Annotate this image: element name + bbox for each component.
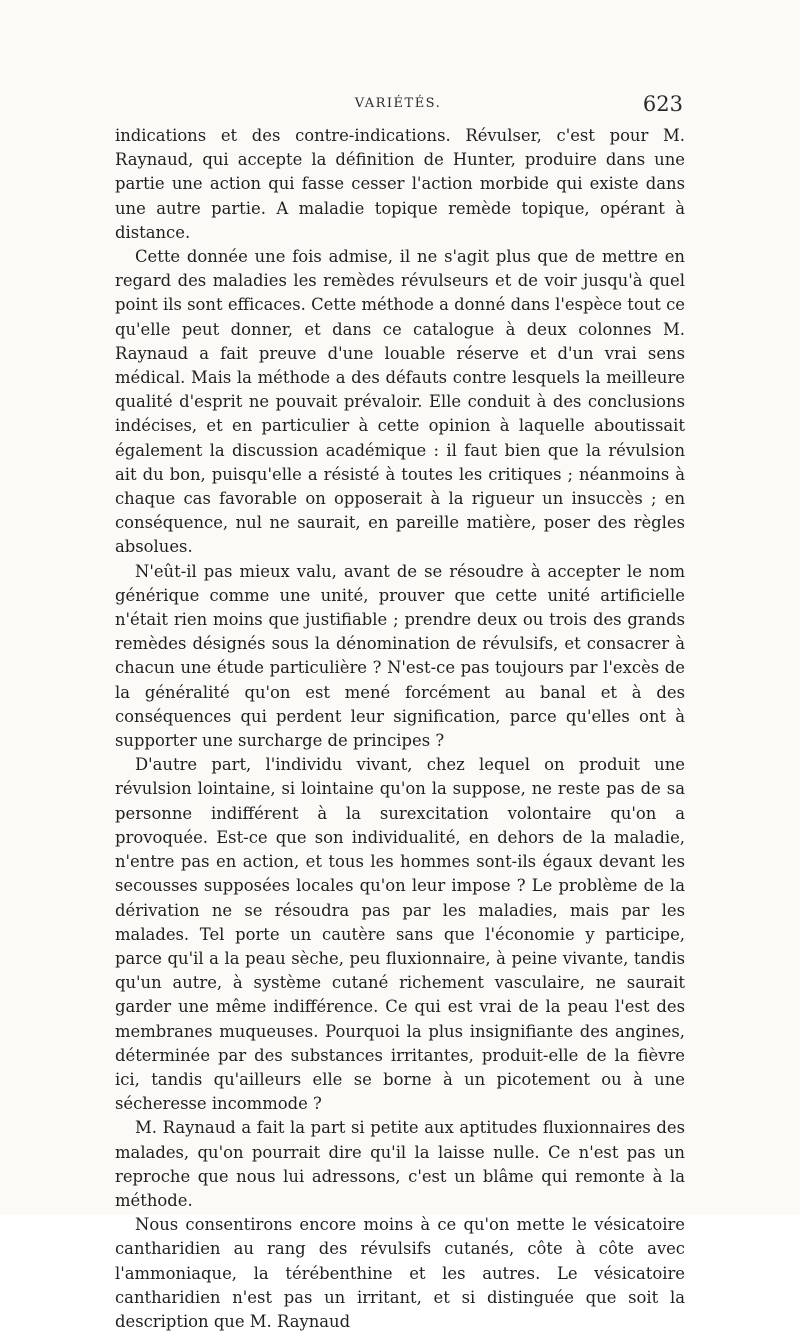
paragraph: Nous consentirons encore moins à ce qu'on mette le vésicatoire cantharidien au rang des révulsifs cutanés, côte à côte avec l'ammoniaque, la térébenthine et les autres. Le vésicatoire cantharidien n'est pas un irritant, et si distinguée que soit la description que M. Raynaud <box>115 1215 685 1331</box>
paragraph: Cette donnée une fois admise, il ne s'agit plus que de mettre en regard des maladies les remèdes révulseurs et de voir jusqu'à quel point ils sont efficaces. Cette méthode a donné dans l'espèce tout ce qu'elle peut donner, et dans ce catalogue à deux colonnes M. Raynaud a fait preuve d'une louable réserve et d'un vrai sens médical. Mais la méthode a des défauts contre lesquels la meilleure qualité d'esprit ne pouvait prévaloir. Elle conduit à des conclusions indécises, et en particulier à cette opinion à laquelle aboutissait également la discussion académique : il faut bien que la révulsion ait du bon, puisqu'elle a résisté à toutes les critiques ; néanmoins à chaque cas favorable on opposerait à la rigueur un insuccès ; en conséquence, nul ne saurait, en pareille matière, poser des règles absolues. <box>115 247 685 557</box>
running-title: VARIÉTÉS. <box>354 96 442 111</box>
page-number: 623 <box>642 92 683 116</box>
paragraph-continued: indications et des contre-indications. Révulser, c'est pour M. Raynaud, qui accepte la définition de Hunter, produire dans une partie une action qui fasse cesser l'action morbide qui existe dans une autre partie. A maladie topique remède topique, opérant à distance. <box>115 126 685 242</box>
body-text <box>115 124 685 1334</box>
running-header <box>113 92 683 120</box>
paragraph: N'eût-il pas mieux valu, avant de se résoudre à accepter le nom générique comme une unité, prouver que cette unité artificielle n'était rien moins que justifiable ; prendre deux ou trois des grands remèdes désignés sous la dénomination de révulsifs, et consacrer à chacun une étude particulière ? N'est-ce pas toujours par l'excès de la généralité qu'on est mené forcément au banal et à des conséquences qui perdent leur signification, parce qu'elles ont à supporter une surcharge de principes ? <box>115 561 685 751</box>
paragraph: D'autre part, l'individu vivant, chez lequel on produit une révulsion lointaine, si lointaine qu'on la suppose, ne reste pas de sa personne indifférent à la surexcitation volontaire qu'on a provoquée. Est-ce que son individualité, en dehors de la maladie, n'entre pas en action, et tous les hommes sont-ils égaux devant les secousses supposées locales qu'on leur impose ? Le problème de la dérivation ne se résoudra pas par les maladies, mais par les malades. Tel porte un cautère sans que l'économie y participe, parce qu'il a la peau sèche, peu fluxionnaire, à peine vivante, tandis qu'un autre, à système cutané richement vasculaire, ne saurait garder une même indifférence. Ce qui est vrai de la peau l'est des membranes muqueuses. Pourquoi la plus insignifiante des angines, déterminée par des substances irritantes, produit-elle de la fièvre ici, tandis qu'ailleurs elle se borne à un picotement ou à une sécheresse incommode ? <box>115 755 685 1114</box>
paragraph: M. Raynaud a fait la part si petite aux aptitudes fluxionnaires des malades, qu'on pourrait dire qu'il la laisse nulle. Ce n'est pas un reproche que nous lui adressons, c'est un blâme qui remonte à la méthode. <box>115 1118 685 1210</box>
